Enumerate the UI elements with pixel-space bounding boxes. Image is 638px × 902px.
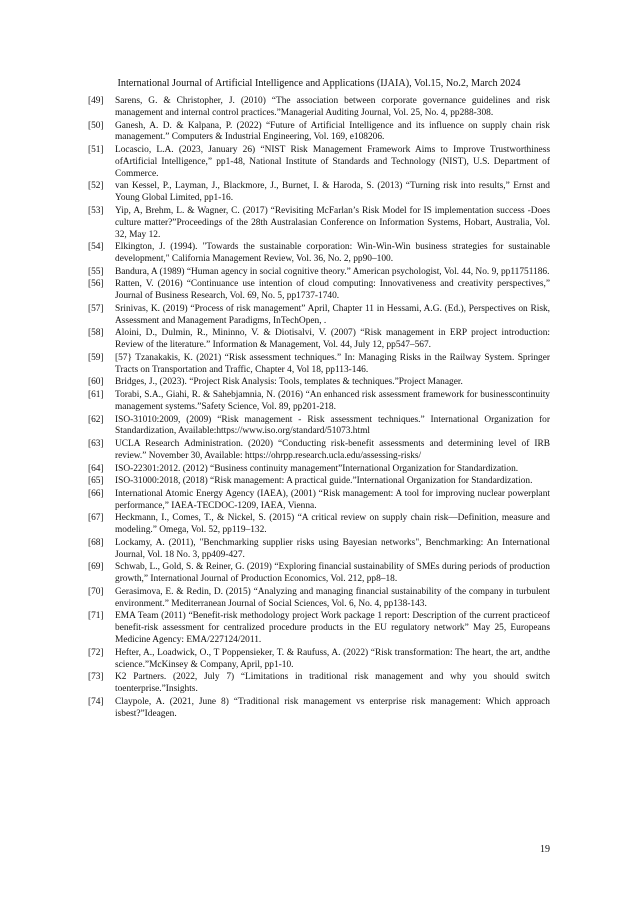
reference-number: [70] [88, 586, 104, 597]
reference-item [88, 538, 550, 562]
reference-item [88, 181, 550, 205]
reference-item [88, 145, 550, 181]
reference-item [88, 562, 550, 586]
reference-number: [49] [88, 96, 104, 106]
reference-number: [55] [88, 266, 104, 277]
reference-item [88, 611, 550, 647]
reference-text: Schwab, L., Gold, S. & Reiner, G. (2019) “Exploring financial sustainability of SMEs during periods of production growth,” International Journal of Production Economics, Vol. 212, pp8–18. [115, 562, 550, 585]
reference-item [88, 96, 550, 120]
reference-text: Ganesh, A. D. & Kalpana, P. (2022) “Future of Artificial Intelligence and its influence on supply chain risk management.” Computers & Industrial Engineering, Vol. 169, e108206. [115, 120, 550, 143]
reference-number: [61] [88, 390, 104, 400]
reference-text: Hefter, A., Loadwick, O., T Poppensieker, T. & Raufuss, A. (2022) “Risk transformation: The heart, the art, andthe science.”McKinsey & Company, April, pp1-10. [115, 647, 550, 670]
reference-text: K2 Partners. (2022, July 7) “Limitations in traditional risk management and why you should switch toenterprise.”Insights. [115, 672, 550, 694]
reference-number: [56] [88, 279, 104, 290]
reference-text: van Kessel, P., Layman, J., Blackmore, J., Burnet, I. & Haroda, S. (2013) “Turning risk into results,” Ernst and Young Global Limited, pp1-16. [115, 181, 550, 204]
reference-number: [67] [88, 513, 104, 524]
reference-item [88, 304, 550, 328]
reference-list [88, 96, 550, 721]
reference-number: [53] [88, 205, 104, 216]
reference-text: Srinivas, K. (2019) “Process of risk management” April, Chapter 11 in Hessami, A.G. (Ed.), Perspectives on Risk, Assessment and Management Paradigms, InTechOpen, . [115, 303, 550, 326]
reference-text: EMA Team (2011) “Benefit-risk methodology project Work package 1 report: Description of the current practiceof benefit-risk assessment for centralized procedure products in the EU regulatory network” May 25, Europeans Medicine Agency: EMA/227124/2011. [115, 611, 550, 645]
reference-number: [73] [88, 672, 104, 683]
reference-item [88, 206, 550, 242]
reference-number: [60] [88, 377, 104, 388]
reference-item [88, 377, 550, 389]
reference-item [88, 279, 550, 303]
reference-item [88, 464, 550, 476]
reference-text: [57} Tzanakakis, K. (2021) “Risk assessment techniques.” In: Managing Risks in the Railway System. Springer Tracts on Transportation and Traffic, Chapter 4, Vol 18, pp113-146. [115, 352, 550, 375]
reference-text: Elkington, J. (1994). "Towards the sustainable corporation: Win-Win-Win business strategies for sustainable development," California Management Review, Vol. 36, No. 2, pp90–100. [115, 242, 550, 265]
reference-number: [57] [88, 303, 104, 314]
reference-item [88, 489, 550, 513]
reference-number: [71] [88, 611, 104, 622]
reference-item [88, 267, 550, 279]
reference-text: Ratten, V. (2016) “Continuance use intention of cloud computing: Innovativeness and creativity perspectives,” Journal of Business Research, Vol. 69, No. 5, pp1737-1740. [115, 279, 550, 302]
reference-text: Lockamy, A. (2011), "Benchmarking supplier risks using Bayesian networks", Benchmarking: An International Journal, Vol. 18 No. 3, pp409-427. [115, 537, 550, 560]
reference-item [88, 390, 550, 414]
reference-item [88, 415, 550, 439]
reference-number: [66] [88, 488, 104, 499]
reference-number: [54] [88, 242, 104, 253]
reference-text: Sarens, G. & Christopher, J. (2010) “The association between corporate governance guidelines and risk management and internal control practices.”Managerial Auditing Journal, Vol. 25, No. 4, pp288-308. [115, 96, 550, 118]
journal-header: International Journal of Artificial Intelligence and Applications (IJAIA), Vol.15, No.2, March 2024 [117, 78, 521, 89]
reference-number: [58] [88, 328, 104, 339]
reference-text: Aloini, D., Dulmin, R., Mininno, V. & Diotisalvi, V. (2007) “Risk management in ERP project introduction: Review of the literature.” Information & Management, Vol. 44, July 12, pp547–567. [115, 328, 550, 351]
reference-item [88, 242, 550, 266]
reference-number: [69] [88, 562, 104, 573]
reference-item [88, 648, 550, 672]
reference-number: [68] [88, 537, 104, 548]
reference-number: [62] [88, 414, 104, 425]
reference-number: [50] [88, 120, 104, 131]
reference-number: [59] [88, 352, 104, 363]
reference-text: ISO-31010:2009, (2009) “Risk management - Risk assessment techniques.” International Organization for Standardization, Available:https://www.iso.org/standard/51073.html [115, 414, 550, 437]
reference-item [88, 697, 550, 721]
page-number: 19 [540, 844, 550, 855]
reference-number: [64] [88, 463, 104, 474]
reference-text: Gerasimova, E. & Redin, D. (2015) “Analyzing and managing financial sustainability of the company in turbulent environment.” Mediterranean Journal of Social Sciences, Vol. 6, No. 4, pp138-143. [115, 586, 550, 609]
reference-text: Bandura, A (1989) “Human agency in social cognitive theory.” American psychologist, Vol. 44, No. 9, pp11751186. [115, 266, 550, 277]
reference-item [88, 672, 550, 696]
reference-text: ISO-22301:2012. (2012) “Business continuity management”International Organization for Standardization. [115, 463, 519, 474]
reference-item [88, 476, 550, 488]
reference-number: [74] [88, 696, 104, 707]
reference-item [88, 328, 550, 352]
reference-item [88, 513, 550, 537]
reference-number: [63] [88, 439, 104, 449]
reference-item [88, 121, 550, 145]
reference-number: [72] [88, 647, 104, 658]
reference-number: [52] [88, 181, 104, 192]
reference-number: [51] [88, 145, 104, 155]
reference-item [88, 439, 550, 463]
reference-text: Heckmann, I., Comes, T., & Nickel, S. (2015) “A critical review on supply chain risk—Definition, measure and modeling.” Omega, Vol. 52, pp119–132. [115, 513, 550, 536]
reference-text: Locascio, L.A. (2023, January 26) “NIST Risk Management Framework Aims to Improve Trustworthiness ofArtificial Intelligence,” pp1-48, National Institute of Standards and Technology (NIST), U.S. Department of Commerce. [115, 145, 550, 179]
reference-text: International Atomic Energy Agency (IAEA), (2001) “Risk management: A tool for improving nuclear powerplant performance,” IAEA-TECDOC-1209, IAEA, Vienna. [115, 488, 550, 511]
reference-number: [65] [88, 476, 104, 487]
reference-item [88, 587, 550, 611]
reference-item [88, 353, 550, 377]
reference-text: Claypole, A. (2021, June 8) “Traditional risk management vs enterprise risk management: Which approach isbest?”Ideagen. [115, 696, 550, 719]
reference-text: Torabi, S.A., Giahi, R. & Sahebjamnia, N. (2016) “An enhanced risk assessment framework for businesscontinuity management systems.”Safety Science, Vol. 89, pp201-218. [115, 390, 550, 412]
reference-text: ISO-31000:2018, (2018) “Risk management: A practical guide.”International Organization for Standardization. [115, 476, 533, 487]
reference-text: Bridges, J., (2023). “Project Risk Analysis: Tools, templates & techniques.”Project Manager. [115, 377, 463, 388]
reference-text: Yip, A, Brehm, L. & Wagner, C. (2017) “Revisiting McFarlan’s Risk Model for IS implementation success -Does culture matter?”Proceedings of the 28th Australasian Conference on Information Systems, Hobart, Australia, Vol. 32, May 12. [115, 205, 550, 240]
reference-text: UCLA Research Administration. (2020) “Conducting risk-benefit assessments and determining level of IRB review.” November 30, Available: https://ohrpp.research.ucla.edu/assessing-risks/ [115, 439, 550, 461]
